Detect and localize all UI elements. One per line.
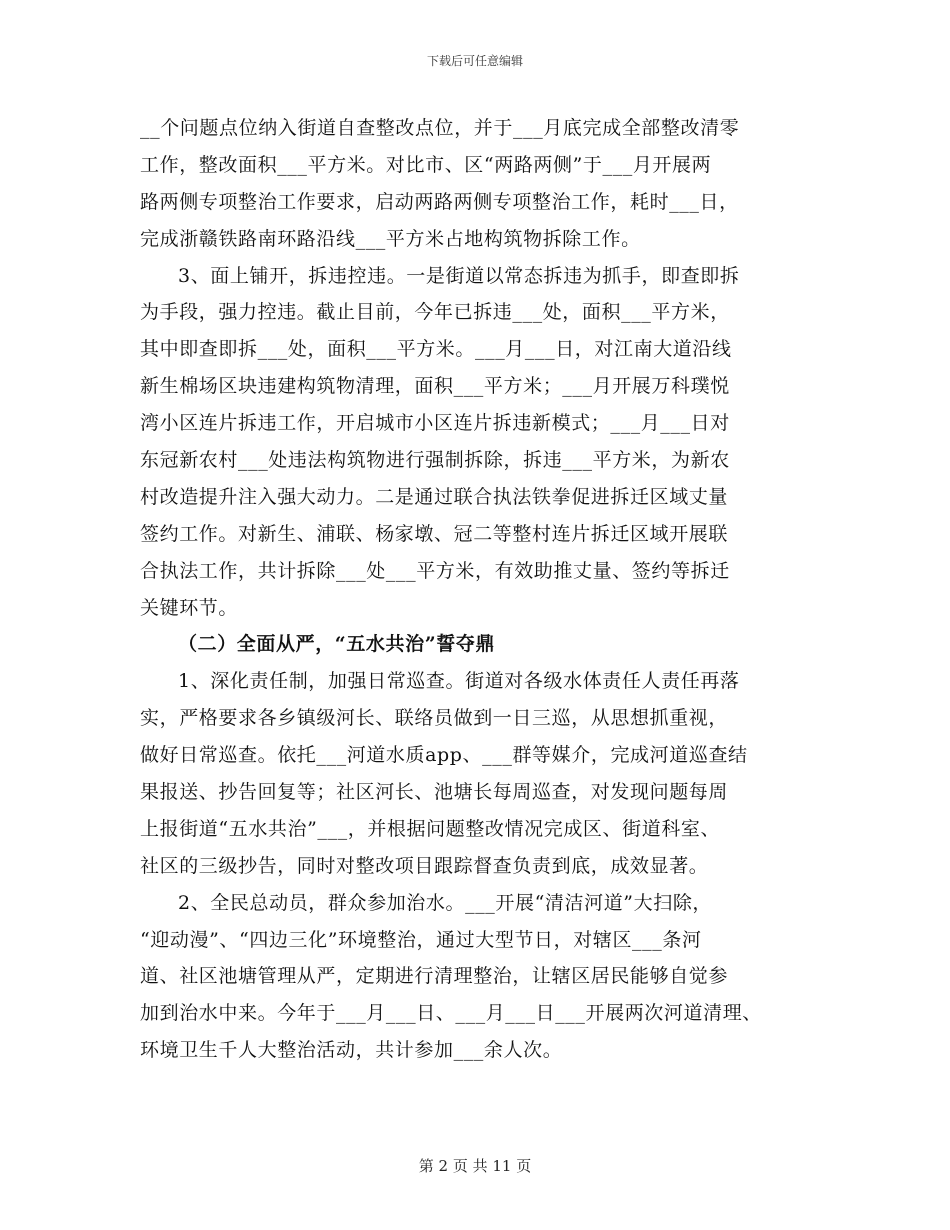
body-line: 合执法工作，共计拆除___处___平方米，有效助推丈量、签约等拆迁 — [140, 559, 730, 582]
body-line: 社区的三级抄告，同时对整改项目跟踪督查负责到底，成效显著。 — [140, 854, 709, 877]
body-line: __个问题点位纳入街道自查整改点位，并于___月底完成全部整改清零 — [140, 117, 740, 139]
page-header: 下载后可任意编辑 — [426, 54, 523, 68]
body-line: 上报街道“五水共治”___，并根据问题整改情况完成区、街道科室、 — [140, 817, 721, 840]
body-line: 村改造提升注入强大动力。二是通过联合执法铁拳促进拆迁区域丈量 — [140, 485, 729, 508]
body-line: 1、深化责任制，加强日常巡查。街道对各级水体责任人责任再落 — [178, 670, 740, 693]
body-line: 做好日常巡查。依托___河道水质app、___群等媒介，完成河道巡查结 — [140, 744, 748, 767]
document-body — [140, 110, 812, 1069]
body-line: 2、全民总动员，群众参加治水。___开展“清洁河道”大扫除， — [178, 891, 713, 914]
page-footer: 第 2 页 共 11 页 — [418, 1157, 532, 1175]
body-line: 东冠新农村___处违法构筑物进行强制拆除，拆违___平方米，为新农 — [140, 449, 730, 472]
body-line: 道、社区池塘管理从严，定期进行清理整治，让辖区居民能够自觉参 — [140, 965, 729, 988]
body-line: “迎动漫”、“四边三化”环境整治，通过大型节日，对辖区___条河 — [140, 928, 702, 951]
body-line: 其中即查即拆___处，面积___平方米。___月___日，对江南大道沿线 — [140, 338, 732, 361]
body-line: 3、面上铺开，拆违控违。一是街道以常态拆违为抓手，即查即拆 — [178, 264, 740, 287]
body-line: 果报送、抄告回复等；社区河长、池塘长每周巡查，对发现问题每周 — [140, 781, 729, 804]
body-line: 签约工作。对新生、浦联、杨家墩、冠二等整村连片拆迁区域开展联 — [140, 522, 729, 545]
body-line: 关键环节。 — [140, 596, 239, 619]
body-line: 加到治水中来。今年于___月___日、___月___日___开展两次河道清理、 — [140, 1002, 762, 1025]
section-heading: （二）全面从严，“五水共治”誓夺鼎 — [178, 633, 496, 656]
body-line: 实，严格要求各乡镇级河长、联络员做到一日三巡，从思想抓重视， — [140, 707, 729, 730]
body-line: 为手段，强力控违。截止目前，今年已拆违___处，面积___平方米， — [140, 301, 730, 324]
body-line: 完成浙赣铁路南环路沿线___平方米占地构筑物拆除工作。 — [140, 227, 641, 250]
body-line: 新生棉场区块违建构筑物清理，面积___平方米；___月开展万科璞悦 — [140, 375, 730, 398]
body-line: 湾小区连片拆违工作，开启城市小区连片拆违新模式；___月___日对 — [140, 412, 730, 435]
body-line: 环境卫生千人大整治活动，共计参加___余人次。 — [140, 1039, 563, 1062]
body-line: 路两侧专项整治工作要求，启动两路两侧专项整治工作，耗时___日， — [140, 190, 739, 213]
body-line: 工作，整改面积___平方米。对比市、区“两路两侧”于___月开展两 — [140, 153, 712, 176]
